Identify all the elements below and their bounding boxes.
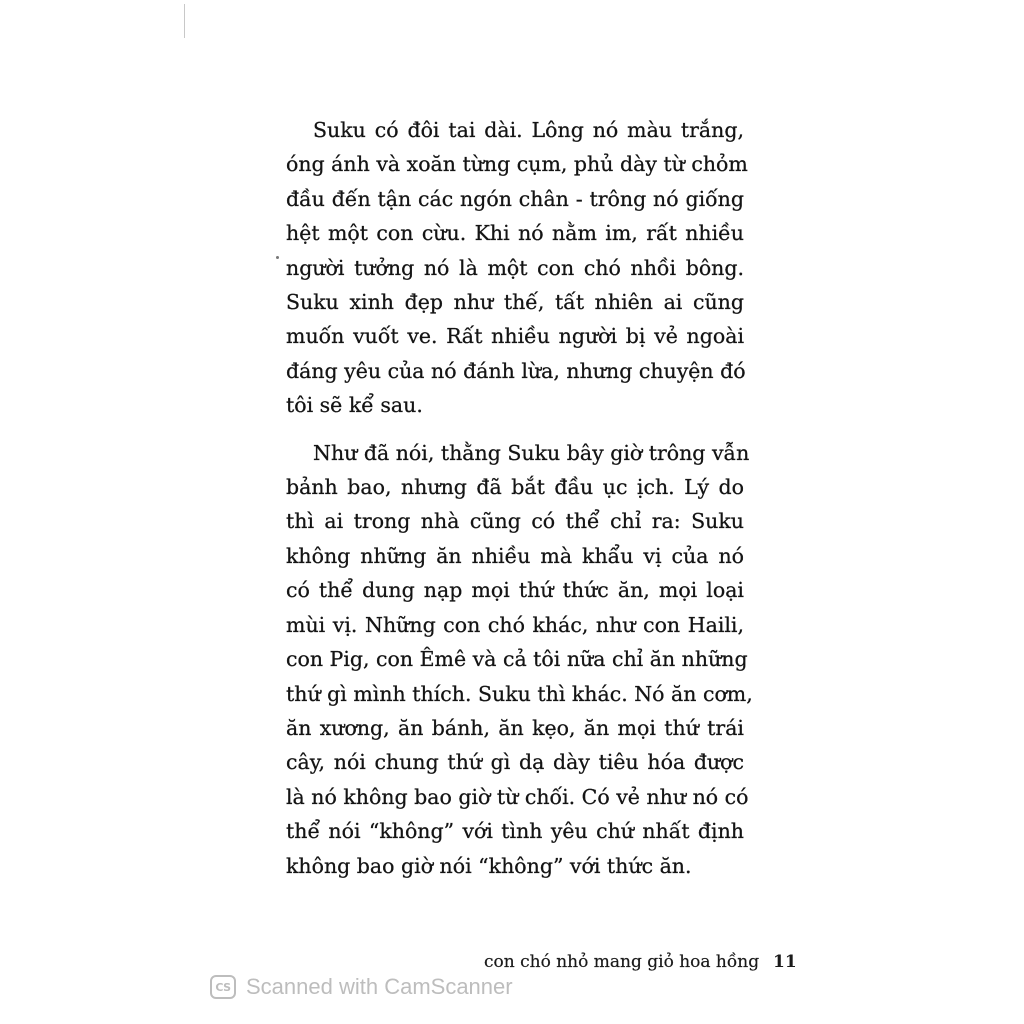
text-line: óng ánh và xoăn từng cụm, phủ dày từ chỏm bbox=[286, 152, 748, 177]
text-line: muốn vuốt ve. Rất nhiều người bị vẻ ngoài bbox=[286, 324, 744, 349]
text-line: thì ai trong nhà cũng có thể chỉ ra: Suku bbox=[286, 509, 744, 534]
paragraph-gap bbox=[286, 423, 744, 436]
text-line: con Pig, con Êmê và cả tôi nữa chỉ ăn những bbox=[286, 647, 748, 672]
paragraph-2 bbox=[286, 436, 753, 883]
text-line: ăn xương, ăn bánh, ăn kẹo, ăn mọi thứ trái bbox=[286, 715, 744, 740]
text-line: mùi vị. Những con chó khác, như con Haili, bbox=[286, 612, 744, 637]
text-line: là nó không bao giờ từ chối. Có vẻ như nó có bbox=[286, 784, 749, 809]
text-line: bảnh bao, nhưng đã bắt đầu ục ịch. Lý do bbox=[286, 475, 744, 500]
text-line: hệt một con cừu. Khi nó nằm im, rất nhiều bbox=[286, 221, 744, 246]
text-line: tôi sẽ kể sau. bbox=[286, 393, 423, 418]
text-line: Suku có đôi tai dài. Lông nó màu trắng, bbox=[313, 118, 744, 142]
text-line: Suku xinh đẹp như thế, tất nhiên ai cũng bbox=[286, 290, 744, 315]
scan-artifact-line bbox=[184, 4, 185, 38]
text-line: có thể dung nạp mọi thứ thức ăn, mọi loại bbox=[286, 578, 744, 603]
paragraph-1 bbox=[286, 113, 748, 423]
text-line: người tưởng nó là một con chó nhồi bông. bbox=[286, 255, 744, 280]
text-line: cây, nói chung thứ gì dạ dày tiêu hóa được bbox=[286, 750, 744, 775]
text-line: thể nói “không” với tình yêu chứ nhất định bbox=[286, 819, 744, 844]
page-number: 11 bbox=[773, 952, 797, 972]
text-line: không bao giờ nói “không” với thức ăn. bbox=[286, 853, 692, 878]
text-line: đáng yêu của nó đánh lừa, nhưng chuyện đó bbox=[286, 358, 746, 383]
camscanner-watermark bbox=[210, 972, 513, 1002]
watermark-text: Scanned with CamScanner bbox=[246, 974, 513, 999]
camscanner-logo-icon: CS bbox=[210, 975, 236, 999]
text-line: thứ gì mình thích. Suku thì khác. Nó ăn cơm, bbox=[286, 681, 753, 706]
text-line: đầu đến tận các ngón chân - trông nó giống bbox=[286, 186, 744, 211]
text-line: Như đã nói, thằng Suku bây giờ trông vẫn bbox=[313, 440, 750, 465]
scan-artifact-dot bbox=[276, 256, 279, 259]
running-footer-title: con chó nhỏ mang giỏ hoa hồng bbox=[484, 952, 760, 972]
text-line: không những ăn nhiều mà khẩu vị của nó bbox=[286, 543, 744, 568]
body-text bbox=[286, 113, 753, 883]
